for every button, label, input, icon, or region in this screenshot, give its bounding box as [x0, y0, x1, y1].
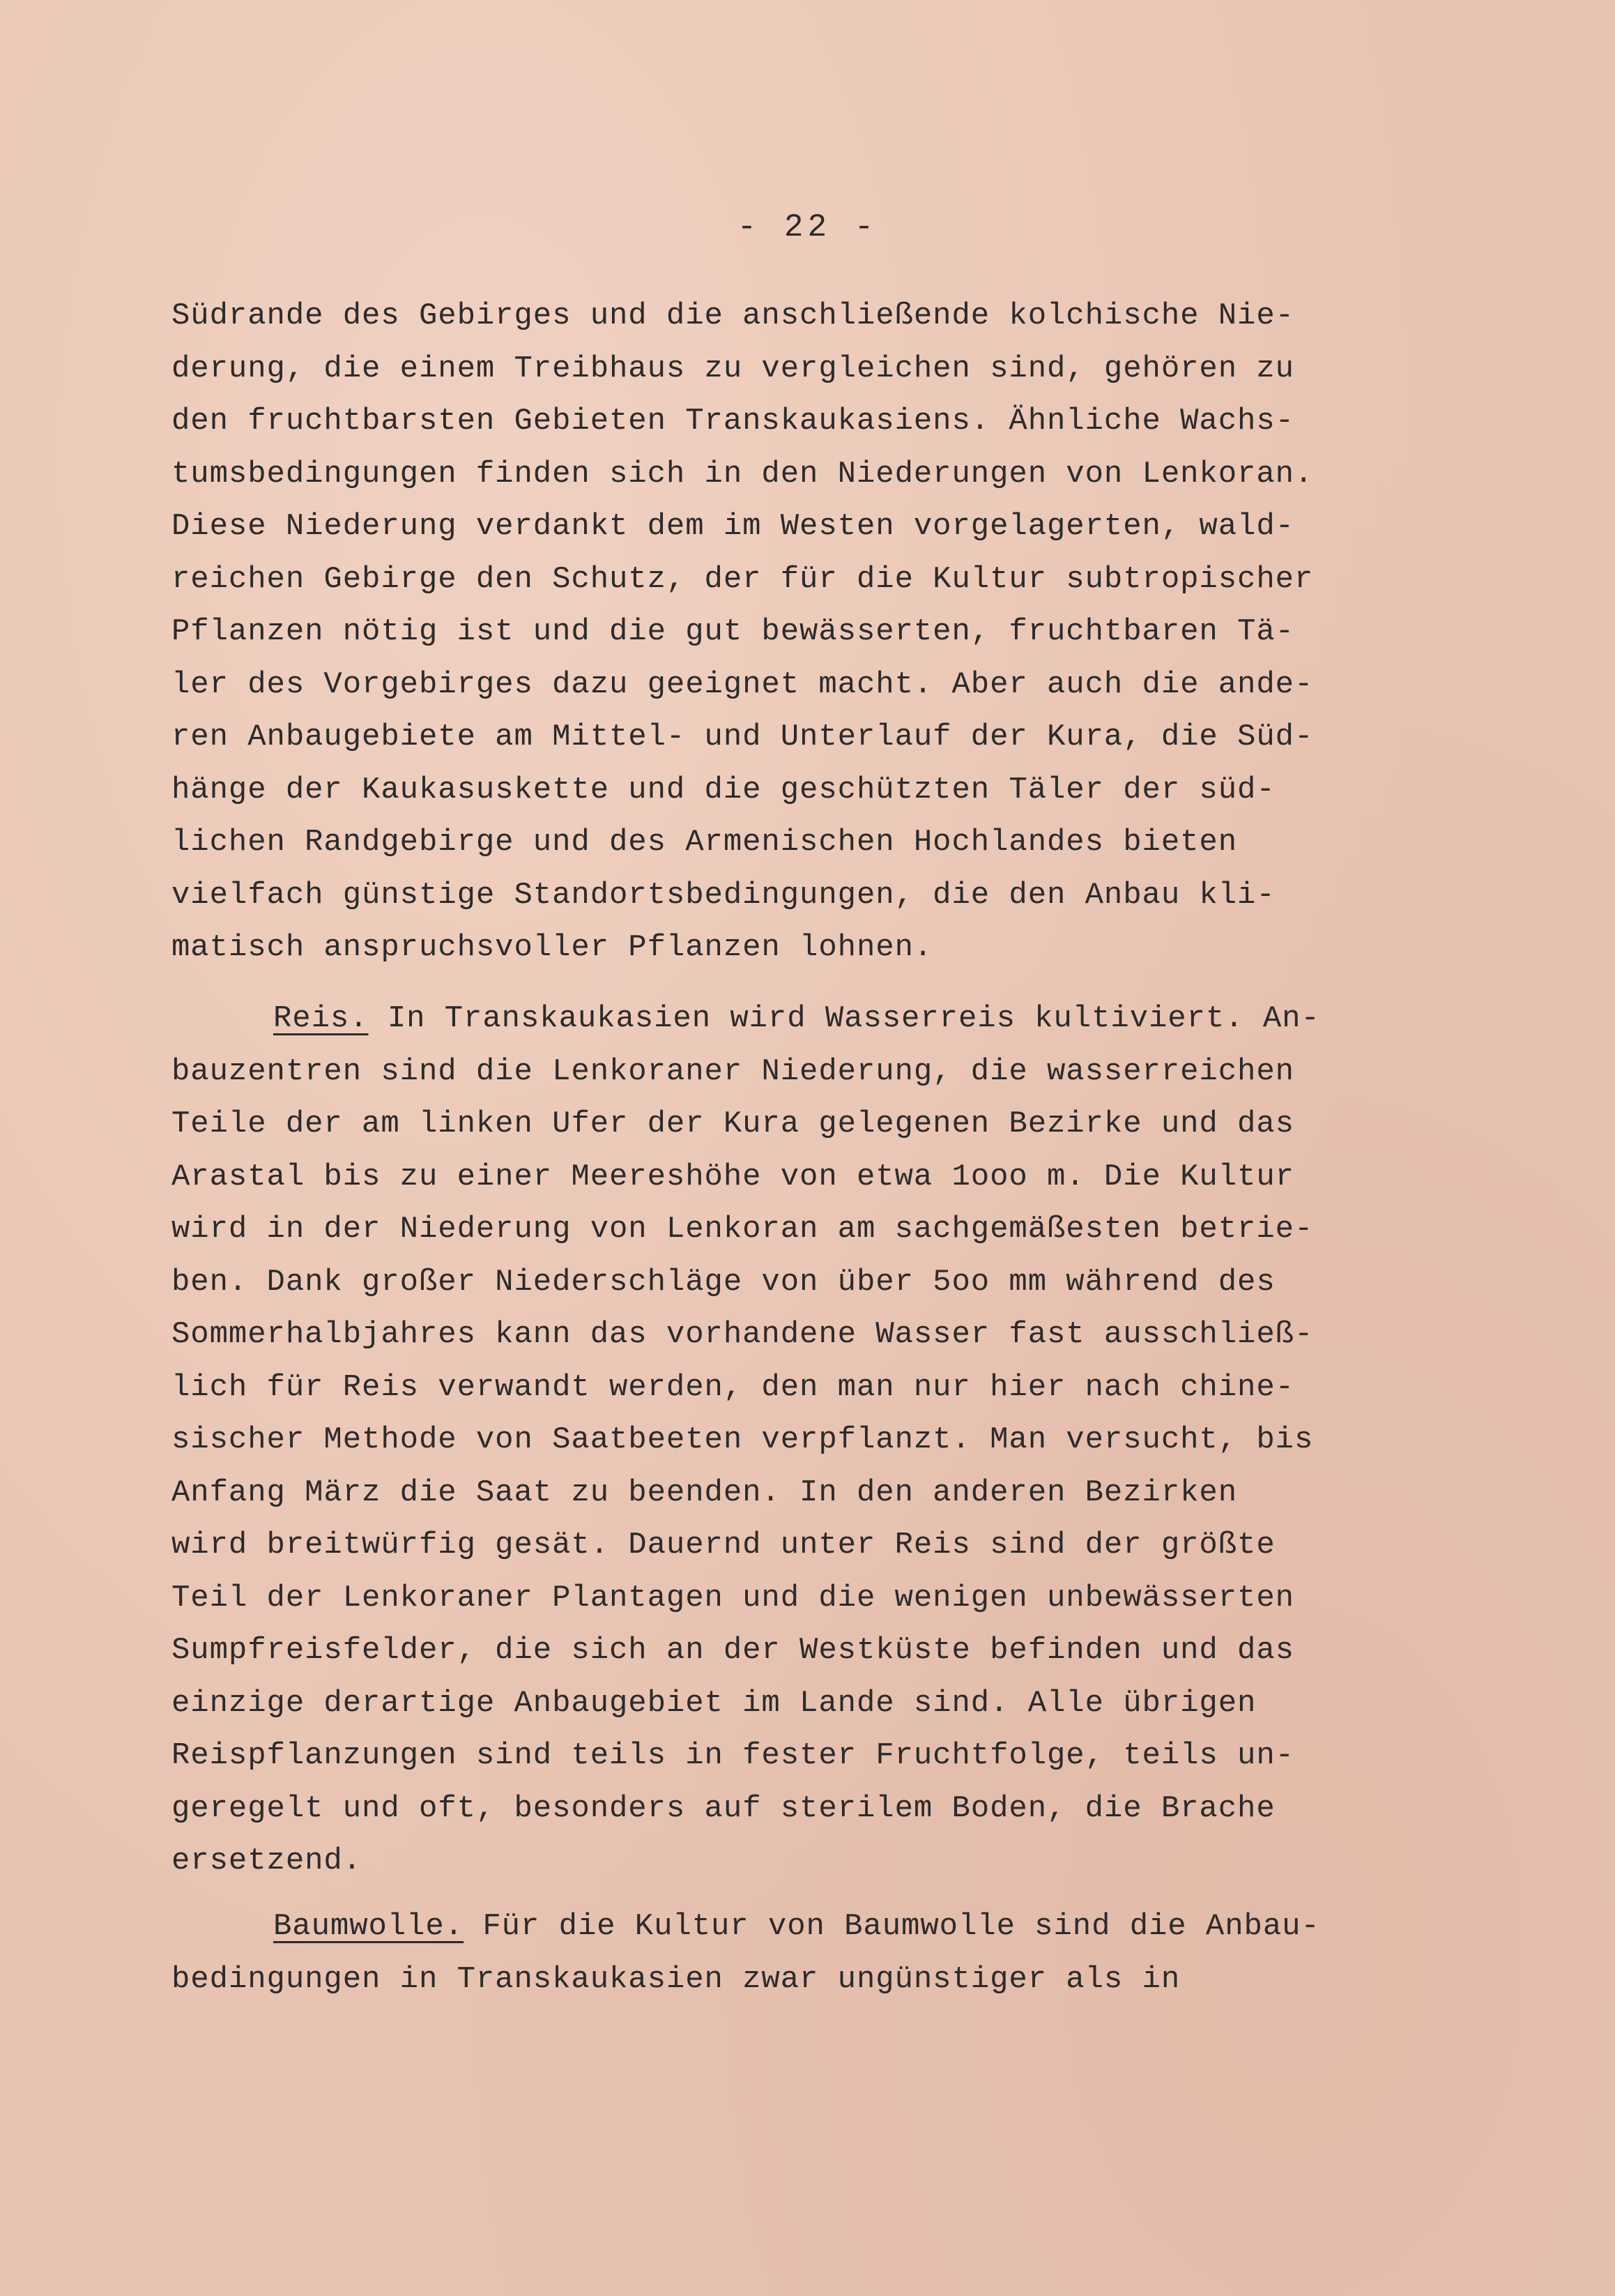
- text-line: Sumpfreisfelder, die sich an der Westküste befinden und das: [171, 1633, 1294, 1668]
- paragraph-reis: [171, 993, 1482, 1888]
- text-line: ler des Vorgebirges dazu geeignet macht. Aber auch die ande-: [171, 667, 1314, 702]
- paragraph-intro: [171, 290, 1482, 975]
- text-line: matisch anspruchsvoller Pflanzen lohnen.: [171, 930, 933, 965]
- text-line: ren Anbaugebiete am Mittel- und Unterlauf der Kura, die Süd-: [171, 720, 1314, 754]
- text-line: sischer Methode von Saatbeeten verpflanzt. Man versucht, bis: [171, 1422, 1314, 1457]
- text-line: bedingungen in Transkaukasien zwar ungünstiger als in: [171, 1961, 1181, 1997]
- text-line: derung, die einem Treibhaus zu vergleichen sind, gehören zu: [171, 351, 1294, 386]
- text-line-first: [171, 993, 1482, 1046]
- text-line: Teile der am linken Ufer der Kura gelegenen Bezirke und das: [171, 1107, 1294, 1141]
- page-number: - 22 -: [737, 209, 878, 245]
- text-line-rest: In Transkaukasien wird Wasserreis kultiviert. An-: [368, 1001, 1320, 1036]
- text-line: einzige derartige Anbaugebiet im Lande sind. Alle übrigen: [171, 1685, 1257, 1721]
- text-line: Sommerhalbjahres kann das vorhandene Wasser fast ausschließ-: [171, 1317, 1314, 1352]
- text-line: ersetzend.: [171, 1843, 362, 1878]
- section-heading-baumwolle: Baumwolle.: [273, 1909, 464, 1944]
- text-line: Pflanzen nötig ist und die gut bewässerten, fruchtbaren Tä-: [171, 614, 1294, 649]
- text-line: ben. Dank großer Niederschläge von über 5oo mm während des: [171, 1264, 1276, 1300]
- text-line: Reispflanzungen sind teils in fester Fruchtfolge, teils un-: [171, 1738, 1294, 1773]
- text-line: wird in der Niederung von Lenkoran am sachgemäßesten betrie-: [171, 1212, 1314, 1247]
- text-line: hänge der Kaukasuskette und die geschützten Täler der süd-: [171, 772, 1276, 807]
- text-line: geregelt und oft, besonders auf sterilem Boden, die Brache: [171, 1791, 1276, 1826]
- text-line: Südrande des Gebirges und die anschließende kolchische Nie-: [171, 298, 1294, 333]
- text-line: Anfang März die Saat zu beenden. In den anderen Bezirken: [171, 1475, 1238, 1510]
- text-line: lichen Randgebirge und des Armenischen Hochlandes bieten: [171, 825, 1238, 860]
- text-line: Diese Niederung verdankt dem im Westen vorgelagerten, wald-: [171, 509, 1294, 544]
- text-line: Arastal bis zu einer Meereshöhe von etwa 1ooo m. Die Kultur: [171, 1159, 1294, 1194]
- text-line: tumsbedingungen finden sich in den Niederungen von Lenkoran.: [171, 456, 1314, 492]
- text-line: reichen Gebirge den Schutz, der für die Kultur subtropischer: [171, 561, 1314, 597]
- text-line-first: [171, 1901, 1482, 1954]
- text-line-rest: Für die Kultur von Baumwolle sind die Anbau-: [464, 1909, 1320, 1944]
- text-line: Teil der Lenkoraner Plantagen und die wenigen unbewässerten: [171, 1580, 1294, 1615]
- text-line: lich für Reis verwandt werden, den man nur hier nach chine-: [171, 1369, 1294, 1405]
- text-line: wird breitwürfig gesät. Dauernd unter Reis sind der größte: [171, 1528, 1276, 1563]
- section-heading-reis: Reis.: [273, 1001, 369, 1036]
- text-line: den fruchtbarsten Gebieten Transkaukasiens. Ähnliche Wachs-: [171, 404, 1294, 439]
- text-line: vielfach günstige Standortsbedingungen, die den Anbau kli-: [171, 877, 1276, 913]
- text-line: bauzentren sind die Lenkoraner Niederung, die wasserreichen: [171, 1054, 1294, 1089]
- paragraph-baumwolle: [171, 1901, 1482, 2006]
